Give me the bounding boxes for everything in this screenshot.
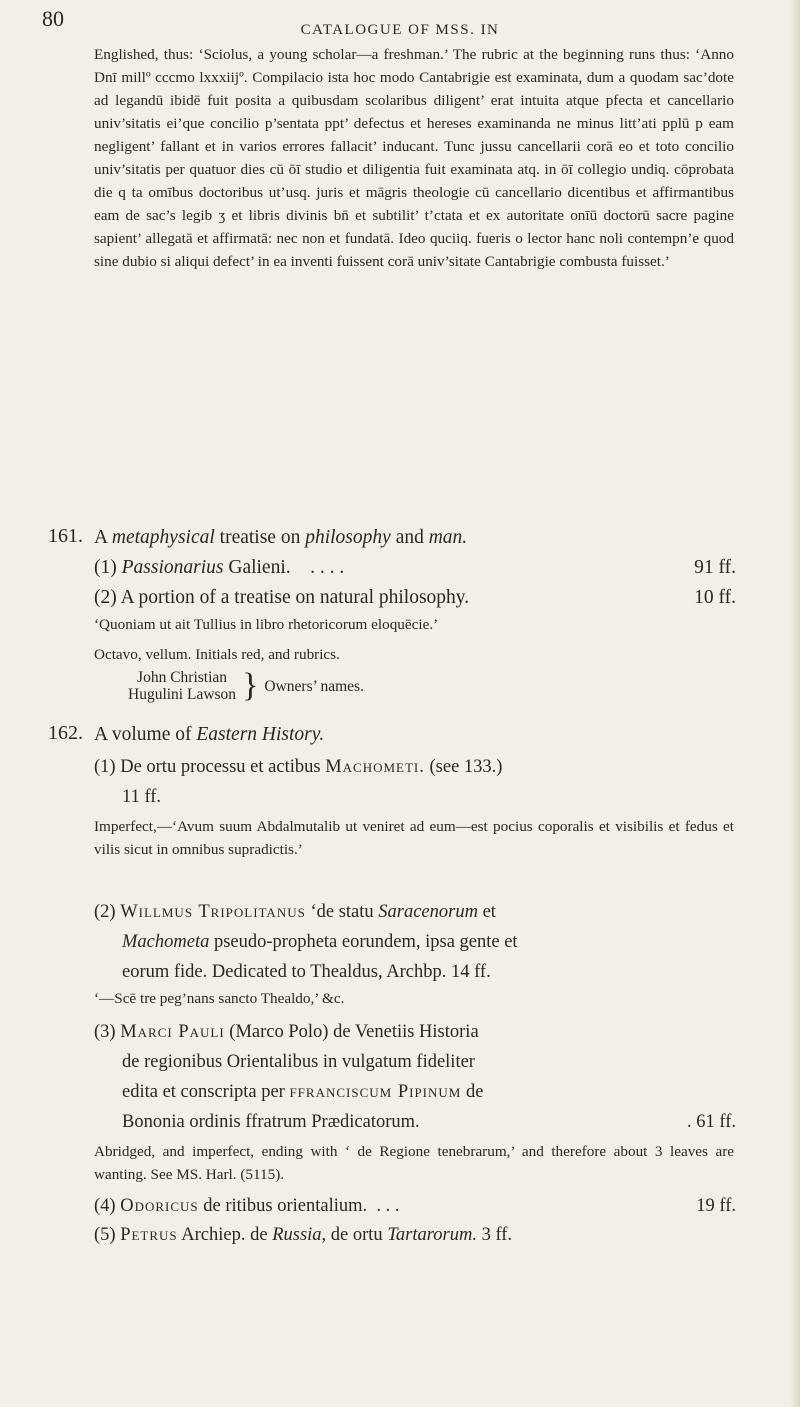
entry-162-item-5: (5) Petrus Archiep. de Russia, de ortu Tartarorum. 3 ff.	[94, 1225, 513, 1245]
folio-count: 91 ff.	[694, 557, 736, 578]
entry-161-title: A metaphysical treatise on philosophy and man.	[94, 527, 468, 548]
owner-name: John Christian	[137, 669, 228, 686]
folio-count: 10 ff.	[694, 587, 736, 608]
owners-block	[128, 669, 528, 703]
entry-number-162: 162.	[48, 722, 83, 744]
brace-mark: }	[242, 667, 259, 704]
entry-162-item-3-note: Abridged, and imperfect, ending with ‘ de Regione tenebrarum,’ and therefore about 3 leaves are wanting. See MS. Harl. (5115).	[94, 1143, 734, 1183]
folio-count: 19 ff.	[696, 1196, 736, 1216]
entry-162-item-1-note: Imperfect,—‘Avum suum Abdalmutalib ut veniret ad eum—est pocius coporalis et visibilis et fedus et vilis sicut in omnibus supradictis.’	[94, 818, 734, 858]
entry-161-item-2: (2) A portion of a treatise on natural philosophy. 10 ff.	[94, 583, 736, 613]
folio-count: 11 ff.	[122, 787, 162, 807]
entry-162-item-2: (2) Willmus Tripolitanus ‘de statu Saracenorum et Machometa pseudo-propheta eorundem, ipsa gente et eorum fide. Dedicated to Thealdus, Archbp. 14 ff.	[94, 902, 518, 982]
entry-162-item-1: (1) De ortu processu et actibus Machometi. (see 133.) 11 ff.	[94, 752, 736, 812]
entry-161-incipit: ‘Quoniam ut ait Tullius in libro rhetoricorum eloquēcie.’	[94, 616, 439, 633]
owners-label: Owners’ names.	[264, 677, 364, 695]
entry-161-item-1: (1) Passionarius Galieni. . . . . 91 ff.	[94, 553, 736, 583]
entry-number-161: 161.	[48, 525, 83, 547]
intro-paragraph: Englished, thus: ‘Sciolus, a young scholar—a freshman.’ The rubric at the beginning runs thus: ‘Anno Dnī millº cccmo lxxxiijº. Compilacio ista hoc modo Cantabrigie est examinata, dum a quodam sac’dote ad legandū ibidē fuit posita a quibusdam scolaribus diligent’ erat intuita atque pfecta et cancellario univ’sitatis ei’que concilio p’sentata ppt’ defectus et hereses examinanda ne minus litt’ati pplū p eam negligent’ fallant et in varios errores fallacit’ inducant. Tunc jussu cancellarii corā eo et toto concilio univ’sitatis per quatuor dies cū ōī studio et diligentia fuit examinata atq. in ōī collegio undiq. cōprobata die q ta omībus doctoribus ut’usq. juris et māgris theologie cū cancellario dicentibus et affirmantibus eam de sac’s legib ʒ et libris divinis bn̄ et subtilit’ t’ctata et ex autoritate onīū doctorū sacre pagine sapient’ allegatā et affirmatā: nec non et fundatā. Ideo quciiq. fueris o lector hanc noli contempn’e quod sine dubio si aliqui defect’ in ea inventi fuissent corā univ’sitate Cantabrigie combusta fuisset.’	[94, 46, 734, 270]
entry-162-item-2-note: ‘—Scē tre peg’nans sancto Thealdo,’ &c.	[94, 990, 345, 1007]
entry-161-description: Octavo, vellum. Initials red, and rubrics.	[94, 646, 340, 663]
entry-162-item-4: (4) Odoricus de ritibus orientalium. . . . 19 ff.	[94, 1191, 736, 1221]
binding-shadow	[790, 0, 800, 1407]
owner-name: Hugulini Lawson	[128, 686, 237, 703]
entry-162-item-3: (3) Marci Pauli (Marco Polo) de Venetiis Historia de regionibus Orientalibus in vulgatum fideliter edita et conscripta per ffranciscum Pipinum de Bononia ordinis ffratrum Prædicatorum. . 61 ff.	[94, 1017, 736, 1137]
running-title: CATALOGUE OF MSS. IN	[300, 22, 500, 38]
page-number: 80	[42, 6, 64, 31]
entry-162-title: A volume of Eastern History.	[94, 724, 325, 745]
folio-count: . 61 ff.	[687, 1112, 736, 1132]
